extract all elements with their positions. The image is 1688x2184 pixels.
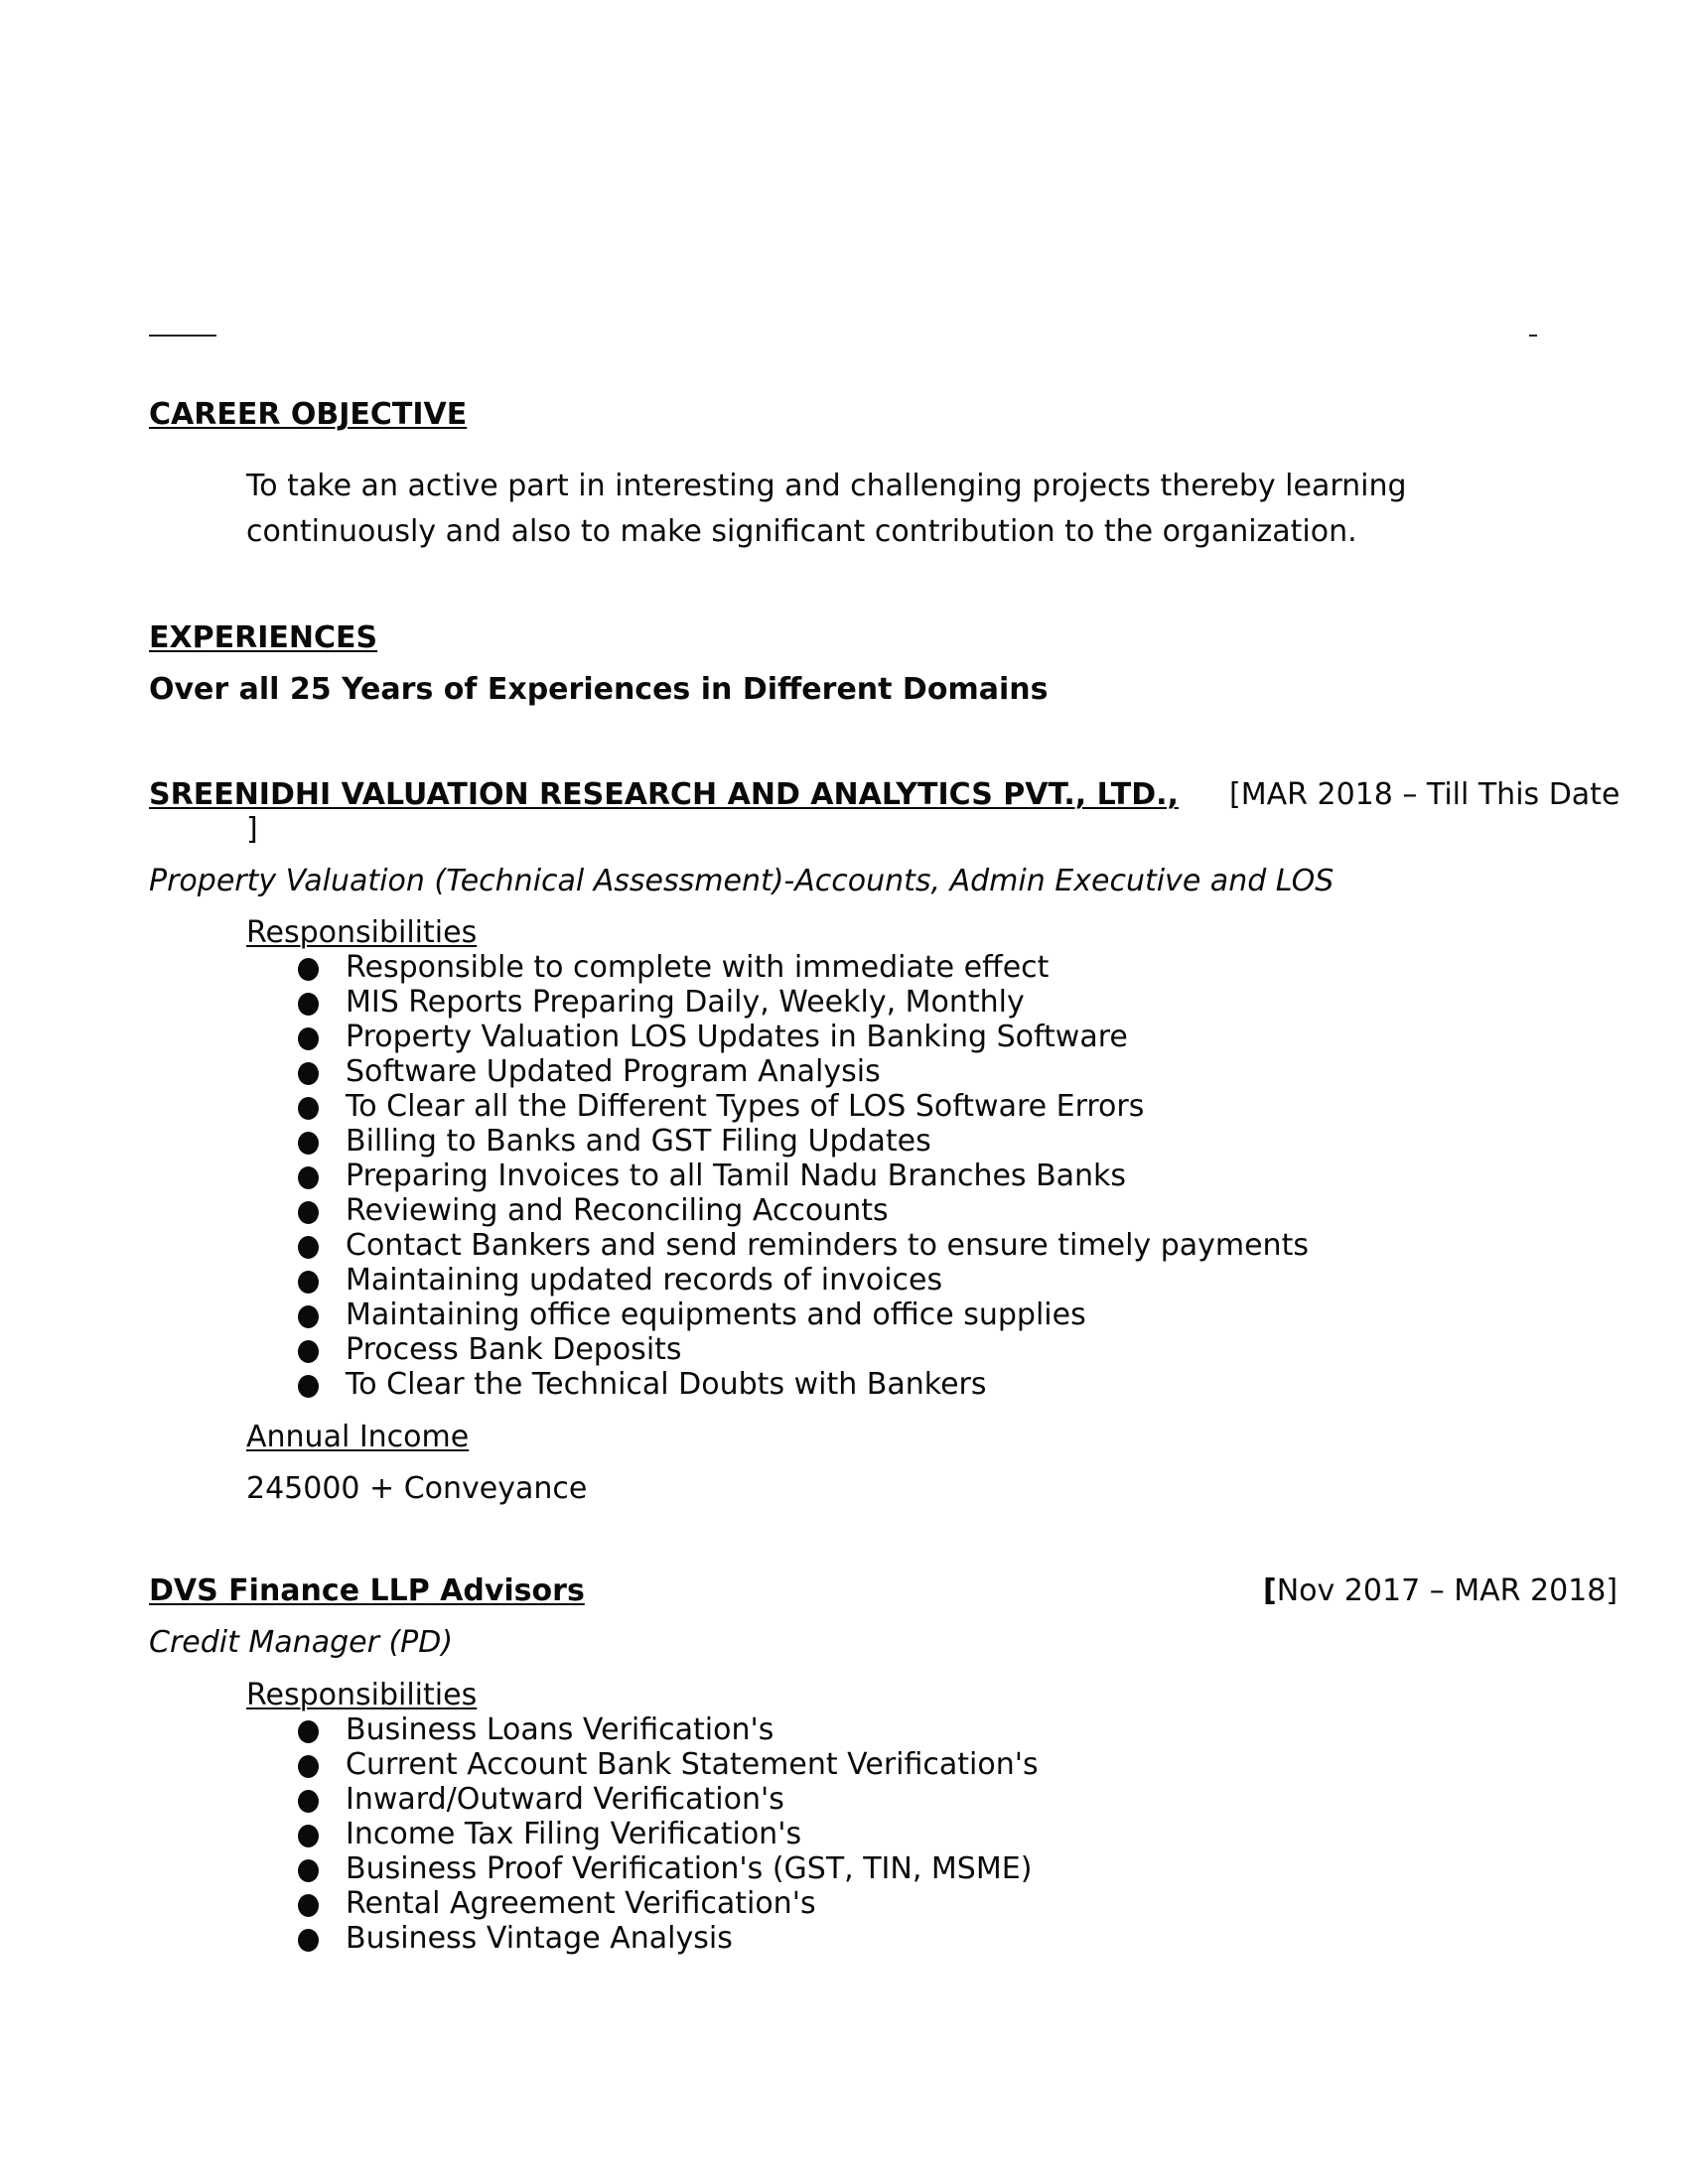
responsibility-item bbox=[298, 1054, 1309, 1089]
bullet-icon bbox=[298, 1859, 319, 1882]
responsibility-item bbox=[298, 1193, 1309, 1228]
responsibility-item bbox=[298, 1228, 1309, 1263]
responsibility-item bbox=[298, 1886, 1039, 1921]
responsibility-text: To Clear the Technical Doubts with Bankers bbox=[346, 1367, 987, 1402]
bullet-icon bbox=[298, 1894, 319, 1917]
responsibility-item bbox=[298, 1782, 1039, 1817]
responsibility-text: Business Proof Verification's (GST, TIN, MSME) bbox=[346, 1851, 1033, 1886]
responsibility-text: Rental Agreement Verification's bbox=[346, 1886, 816, 1921]
experiences-heading: EXPERIENCES bbox=[149, 620, 378, 655]
responsibility-text: Preparing Invoices to all Tamil Nadu Branches Banks bbox=[346, 1159, 1127, 1193]
responsibility-item bbox=[298, 985, 1309, 1020]
responsibility-item bbox=[298, 1367, 1309, 1402]
responsibility-item bbox=[298, 1020, 1309, 1054]
responsibility-text: Current Account Bank Statement Verification's bbox=[346, 1747, 1039, 1782]
responsibility-text: Maintaining updated records of invoices bbox=[346, 1263, 943, 1297]
bullet-icon bbox=[298, 1097, 319, 1120]
responsibility-text: Responsible to complete with immediate effect bbox=[346, 950, 1050, 985]
responsibility-item bbox=[298, 1332, 1309, 1367]
job-2-dates: Nov 2017 – MAR 2018] bbox=[1276, 1573, 1618, 1608]
responsibility-text: Inward/Outward Verification's bbox=[346, 1782, 784, 1817]
responsibility-item bbox=[298, 950, 1309, 985]
responsibility-text: Contact Bankers and send reminders to ensure timely payments bbox=[346, 1228, 1309, 1263]
bullet-icon bbox=[298, 958, 319, 981]
job-2-responsibilities-label: Responsibilities bbox=[246, 1678, 478, 1712]
responsibility-text: Billing to Banks and GST Filing Updates bbox=[346, 1124, 931, 1159]
bullet-icon bbox=[298, 1236, 319, 1259]
job-2-dates-wrap bbox=[1263, 1573, 1618, 1608]
responsibility-item bbox=[298, 1263, 1309, 1297]
bullet-icon bbox=[298, 1305, 319, 1328]
responsibility-text: Process Bank Deposits bbox=[346, 1332, 682, 1367]
responsibility-item bbox=[298, 1089, 1309, 1124]
bullet-icon bbox=[298, 1027, 319, 1050]
responsibility-item bbox=[298, 1921, 1039, 1956]
career-objective-heading: CAREER OBJECTIVE bbox=[149, 397, 468, 432]
bullet-icon bbox=[298, 1166, 319, 1189]
header-rule-left bbox=[149, 335, 216, 337]
bullet-icon bbox=[298, 1755, 319, 1778]
bullet-icon bbox=[298, 1201, 319, 1224]
career-objective-line-1: To take an active part in interesting and challenging projects thereby learning bbox=[246, 469, 1407, 503]
job-1-company: SREENIDHI VALUATION RESEARCH AND ANALYTICS PVT., LTD., bbox=[149, 777, 1179, 812]
job-2-company: DVS Finance LLP Advisors bbox=[149, 1573, 585, 1608]
bullet-icon bbox=[298, 1340, 319, 1363]
responsibility-text: Reviewing and Reconciling Accounts bbox=[346, 1193, 889, 1228]
job-1-responsibilities-label: Responsibilities bbox=[246, 915, 478, 950]
job-2-dates-open: [ bbox=[1263, 1573, 1277, 1608]
responsibility-text: Property Valuation LOS Updates in Banking Software bbox=[346, 1020, 1128, 1054]
bullet-icon bbox=[298, 1929, 319, 1952]
responsibility-item bbox=[298, 1747, 1039, 1782]
header-rule-right bbox=[1529, 335, 1537, 337]
job-1-dates: [MAR 2018 – Till This Date bbox=[1229, 777, 1620, 812]
bullet-icon bbox=[298, 1720, 319, 1743]
responsibility-text: MIS Reports Preparing Daily, Weekly, Monthly bbox=[346, 985, 1025, 1020]
job-2-responsibilities-list bbox=[298, 1712, 1039, 1956]
job-1-income-value: 245000 + Conveyance bbox=[246, 1471, 588, 1506]
job-1-income-label: Annual Income bbox=[246, 1420, 470, 1454]
bullet-icon bbox=[298, 1062, 319, 1085]
job-1-responsibilities-list bbox=[298, 950, 1309, 1402]
career-objective-line-2: continuously and also to make significant contribution to the organization. bbox=[246, 514, 1357, 549]
bullet-icon bbox=[298, 993, 319, 1016]
responsibility-text: Business Loans Verification's bbox=[346, 1712, 774, 1747]
responsibility-item bbox=[298, 1817, 1039, 1851]
bullet-icon bbox=[298, 1132, 319, 1155]
bullet-icon bbox=[298, 1825, 319, 1847]
responsibility-item bbox=[298, 1159, 1309, 1193]
responsibility-text: Business Vintage Analysis bbox=[346, 1921, 733, 1956]
bullet-icon bbox=[298, 1790, 319, 1813]
responsibility-text: To Clear all the Different Types of LOS Software Errors bbox=[346, 1089, 1145, 1124]
responsibility-item bbox=[298, 1124, 1309, 1159]
experiences-summary: Over all 25 Years of Experiences in Different Domains bbox=[149, 672, 1049, 707]
responsibility-text: Maintaining office equipments and office supplies bbox=[346, 1297, 1086, 1332]
responsibility-item bbox=[298, 1712, 1039, 1747]
job-2-title: Credit Manager (PD) bbox=[149, 1625, 454, 1660]
bullet-icon bbox=[298, 1271, 319, 1294]
bullet-icon bbox=[298, 1375, 319, 1398]
responsibility-item bbox=[298, 1297, 1309, 1332]
responsibility-text: Income Tax Filing Verification's bbox=[346, 1817, 802, 1851]
job-1-title: Property Valuation (Technical Assessment)-Accounts, Admin Executive and LOS bbox=[149, 864, 1335, 898]
responsibility-item bbox=[298, 1851, 1039, 1886]
responsibility-text: Software Updated Program Analysis bbox=[346, 1054, 881, 1089]
job-1-dates-close: ] bbox=[246, 812, 258, 847]
